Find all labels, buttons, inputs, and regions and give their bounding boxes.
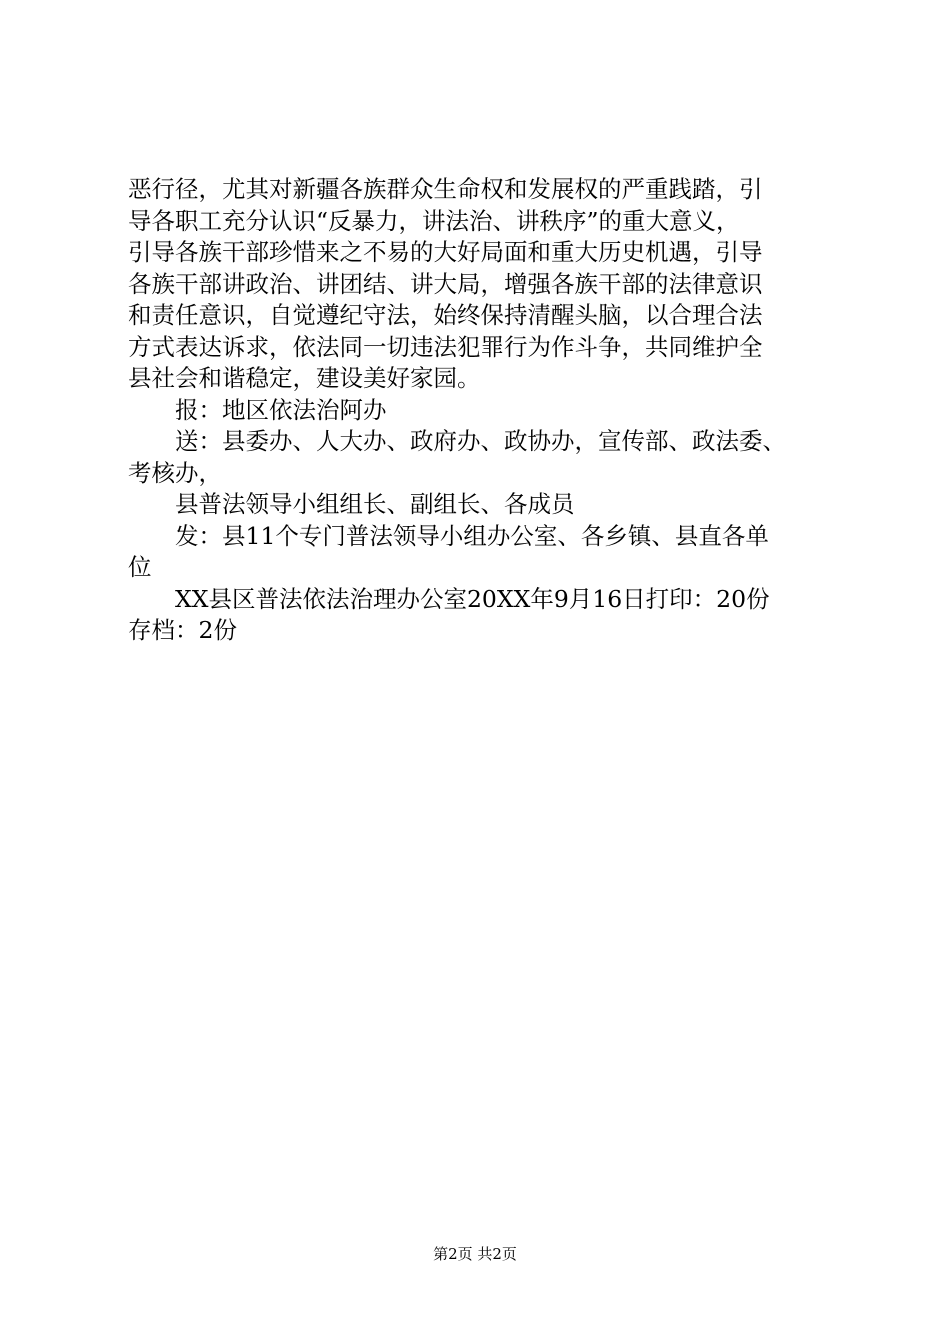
issue-to-line: 发：县11个专门普法领导小组办公室、各乡镇、县直各单 <box>175 521 769 550</box>
paragraph-line: 各族干部讲政治、讲团结、讲大局，增强各族干部的法律意识 <box>128 269 763 298</box>
paragraph-line: 方式表达诉求，依法同一切违法犯罪行为作斗争，共同维护全 <box>128 332 763 361</box>
issue-to-continuation: 位 <box>128 553 152 581</box>
paragraph-line: 导各职工充分认识“反暴力，讲法治、讲秩序”的重大意义， <box>128 206 740 235</box>
archive-line: 存档：2份 <box>128 616 237 644</box>
send-to-members-line: 县普法领导小组组长、副组长、各成员 <box>175 490 575 518</box>
report-to-line: 报：地区依法治阿办 <box>175 395 387 424</box>
document-body <box>128 174 848 647</box>
send-to-continuation: 考核办， <box>128 458 222 487</box>
paragraph-line: 引导各族干部珍惜来之不易的大好局面和重大历史机遇，引导 <box>128 238 763 266</box>
office-print-line: XX县区普法依法治理办公室20XX年9月16日打印：20份 <box>175 584 770 613</box>
paragraph-line: 和责任意识，自觉遵纪守法，始终保持清醒头脑，以合理合法 <box>128 301 763 329</box>
paragraph-line: 恶行径，尤其对新疆各族群众生命权和发展权的严重践踏，引 <box>128 175 763 203</box>
page-footer: 第2页 共2页 <box>433 1245 517 1263</box>
paragraph-line: 县社会和谐稳定，建设美好家园。 <box>128 364 481 392</box>
send-to-line: 送：县委办、人大办、政府办、政协办，宣传部、政法委、 <box>175 427 786 455</box>
